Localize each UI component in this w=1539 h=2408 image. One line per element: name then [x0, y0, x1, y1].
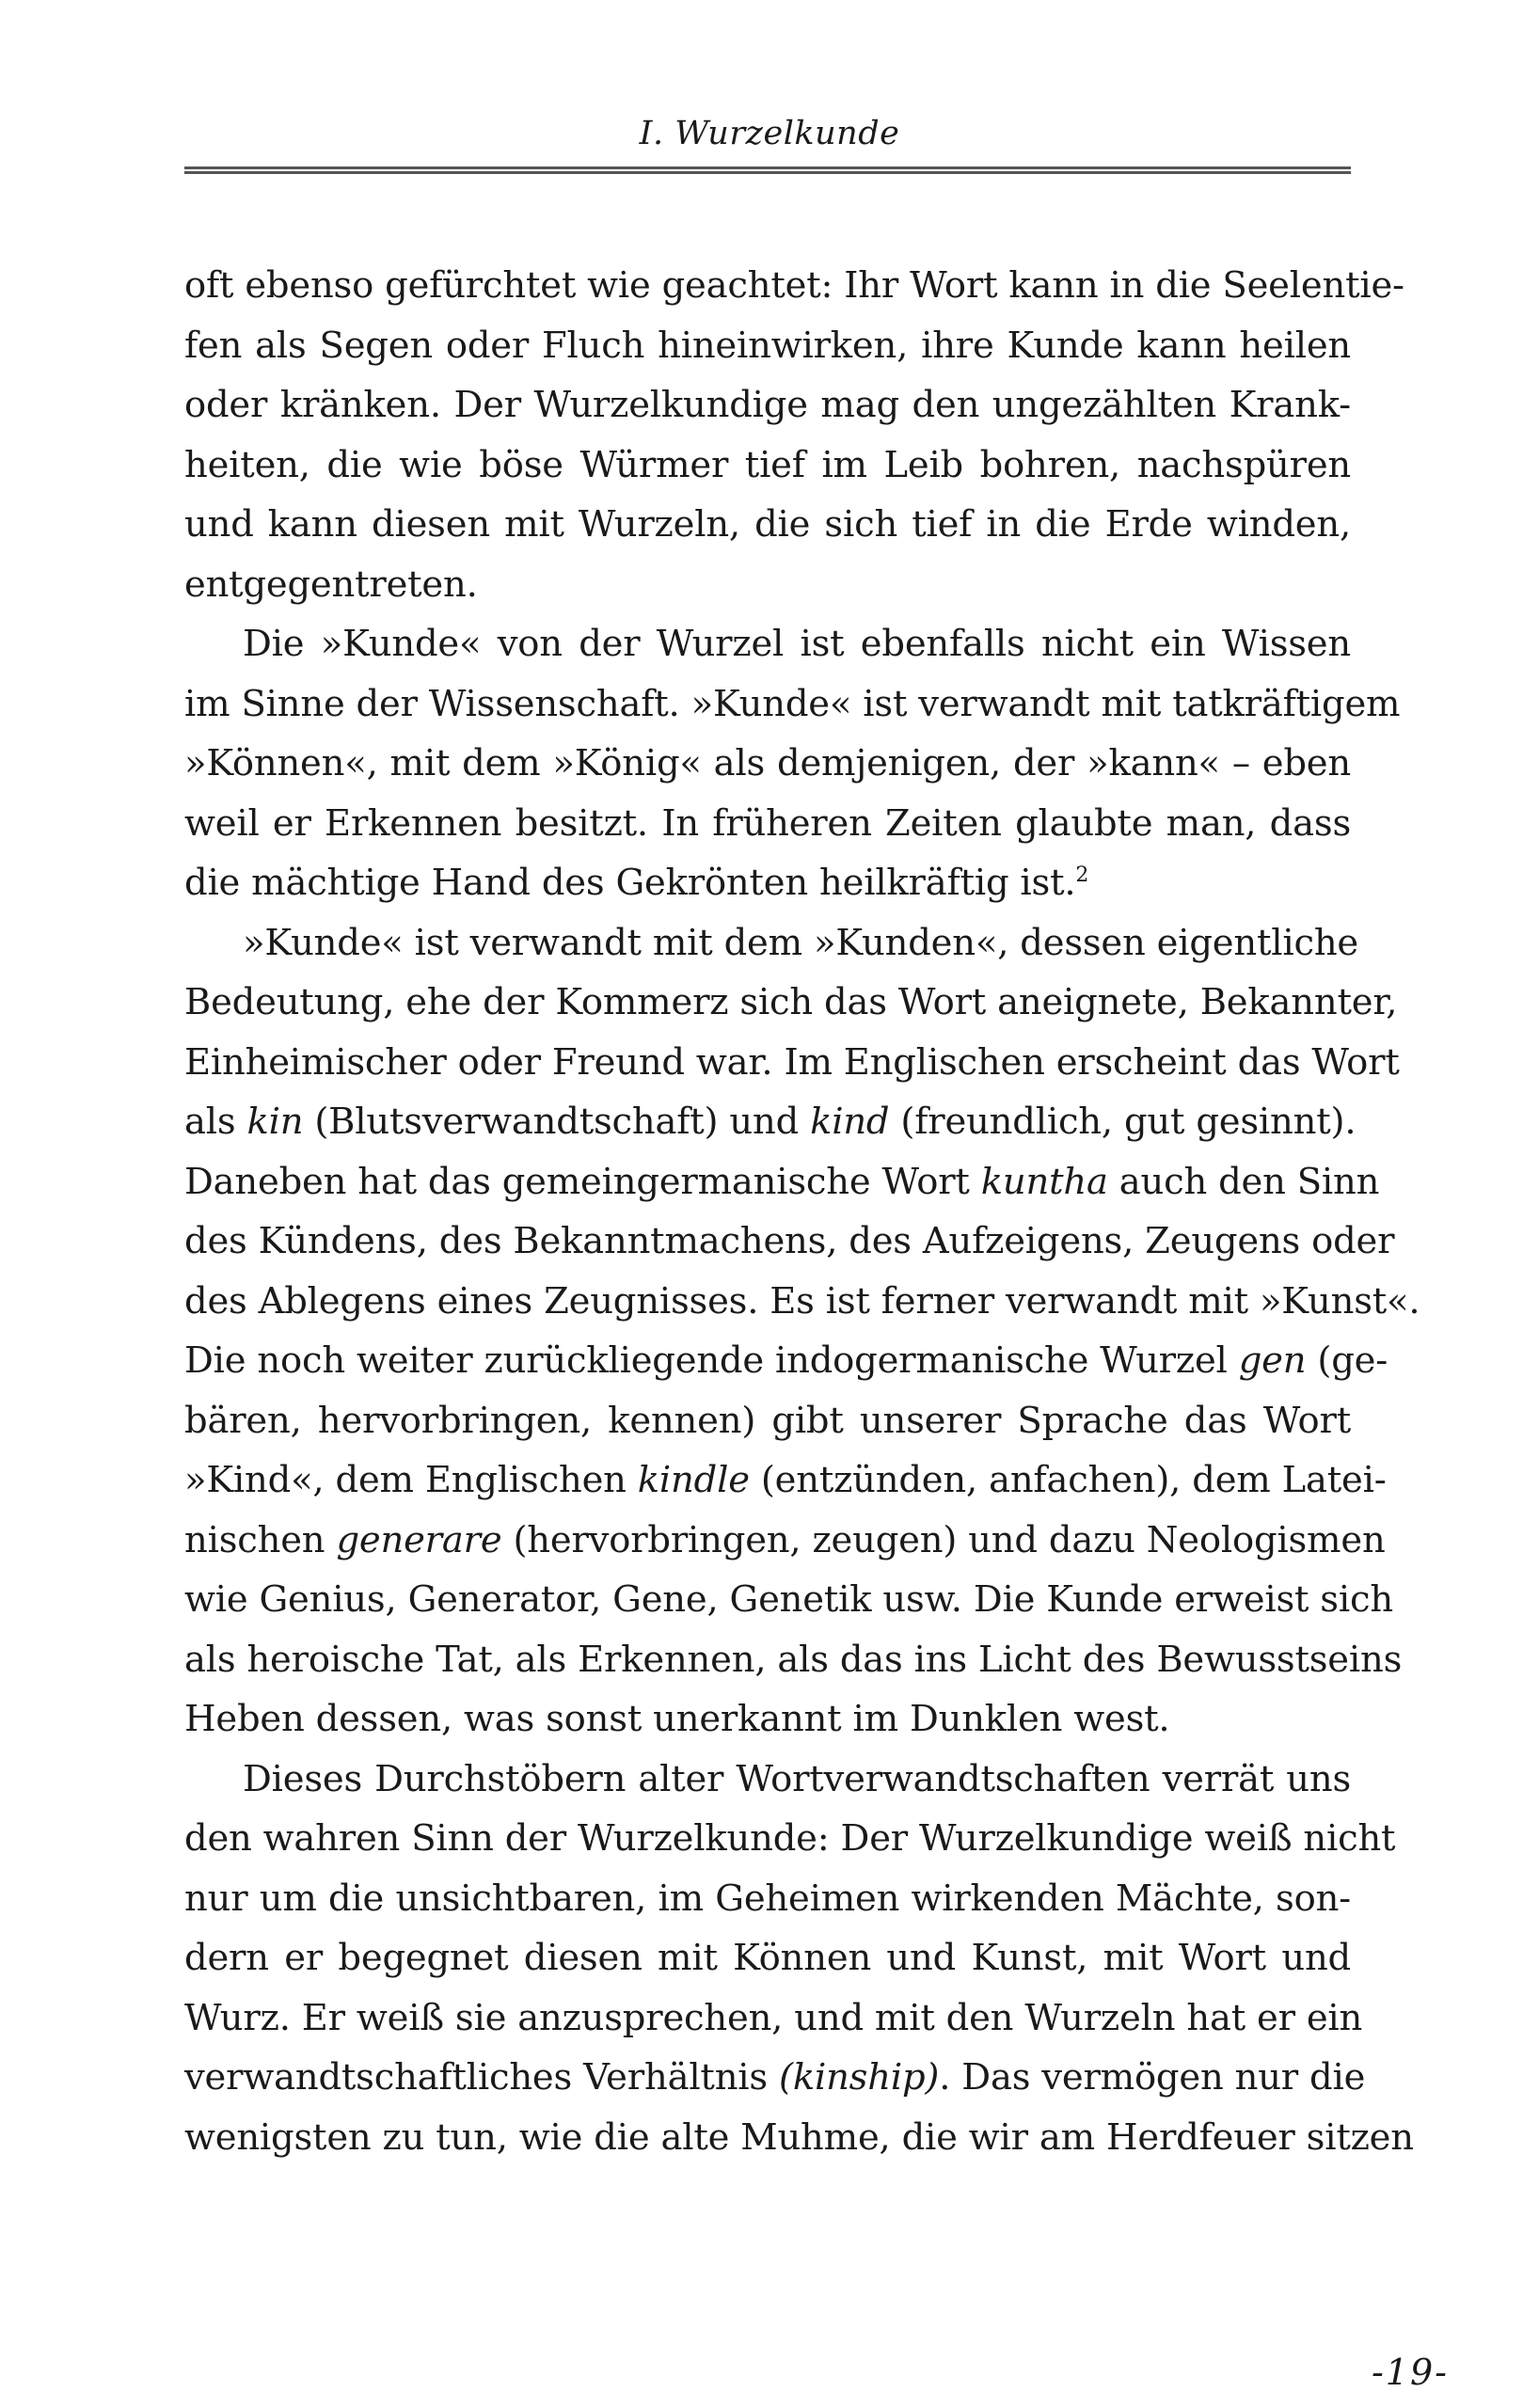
- text-segment: (freundlich, gut gesinnt).: [889, 1101, 1357, 1143]
- text-line: fen als Segen oder Fluch hineinwirken, ihre Kunde kann heilen: [184, 324, 1351, 367]
- text-segment: verwandtschaftliches Verhältnis: [184, 2056, 780, 2099]
- text-line: Bedeutung, ehe der Kommerz sich das Wort aneignete, Bekannter,: [184, 981, 1398, 1023]
- text-line: wie Genius, Generator, Gene, Genetik usw. Die Kunde erweist sich: [184, 1578, 1393, 1621]
- text-line: Einheimischer oder Freund war. Im Englischen erscheint das Wort: [184, 1040, 1400, 1084]
- italic-term: (kinship): [779, 2056, 940, 2099]
- italic-term: kind: [810, 1101, 890, 1143]
- italic-term: generare: [336, 1518, 502, 1561]
- text-line: »Kunde« ist verwandt mit dem »Kunden«, dessen eigentliche: [243, 921, 1359, 964]
- text-segment: nischen: [184, 1518, 337, 1561]
- text-line: [184, 1450, 1387, 1511]
- text-segment: »Kind«, dem Englischen: [184, 1459, 638, 1501]
- text-segment: (ge-: [1306, 1339, 1388, 1382]
- italic-term: kin: [246, 1101, 304, 1143]
- italic-term: gen: [1238, 1339, 1307, 1382]
- text-segment: Die noch weiter zurückliegende indogermanische Wurzel: [184, 1339, 1239, 1382]
- text-segment: die mächtige Hand des Gekrönten heilkräftig ist.: [184, 862, 1076, 904]
- text-segment: auch den Sinn: [1107, 1160, 1380, 1203]
- text-line: [184, 853, 1351, 913]
- text-line: [184, 1092, 1357, 1152]
- body-text: [184, 256, 1420, 2167]
- text-line: entgegentreten.: [184, 562, 478, 606]
- text-line: Wurz. Er weiß sie anzusprechen, und mit den Wurzeln hat er ein: [184, 1996, 1363, 2039]
- text-line: [184, 1331, 1388, 1391]
- text-line: [184, 1511, 1386, 1571]
- text-line: bären, hervorbringen, kennen) gibt unserer Sprache das Wort: [184, 1399, 1351, 1442]
- text-line: oft ebenso gefürchtet wie geachtet: Ihr Wort kann in die Seelentie-: [184, 264, 1404, 307]
- text-segment: (entzünden, anfachen), dem Latei-: [749, 1459, 1387, 1501]
- text-segment: (Blutsverwandtschaft) und: [303, 1101, 811, 1143]
- text-line: als heroische Tat, als Erkennen, als das ins Licht des Bewusstseins: [184, 1638, 1403, 1681]
- text-line: Dieses Durchstöbern alter Wortverwandtschaften verrät uns: [243, 1757, 1351, 1800]
- text-line: wenigsten zu tun, wie die alte Muhme, die wir am Herdfeuer sitzen: [184, 2115, 1414, 2159]
- text-line: [184, 2048, 1366, 2108]
- text-segment: Daneben hat das gemeingermanische Wort: [184, 1160, 981, 1203]
- text-line: Heben dessen, was sonst unerkannt im Dunklen west.: [184, 1698, 1170, 1740]
- text-line: weil er Erkennen besitzt. In früheren Zeiten glaubte man, dass: [184, 801, 1351, 845]
- text-segment: als: [184, 1101, 247, 1143]
- page-number: -19-: [1371, 2352, 1449, 2393]
- text-line: des Ablegens eines Zeugnisses. Es ist ferner verwandt mit »Kunst«.: [184, 1279, 1420, 1323]
- running-head-title: I. Wurzelkunde: [639, 115, 900, 152]
- text-line: oder kränken. Der Wurzelkundige mag den ungezählten Krank-: [184, 384, 1351, 426]
- text-line: Die »Kunde« von der Wurzel ist ebenfalls nicht ein Wissen: [243, 623, 1351, 665]
- text-segment: (hervorbringen, zeugen) und dazu Neologismen: [501, 1518, 1386, 1561]
- italic-term: kuntha: [980, 1160, 1108, 1203]
- footnote-marker: 2: [1075, 863, 1089, 888]
- text-line: im Sinne der Wissenschaft. »Kunde« ist verwandt mit tatkräftigem: [184, 682, 1401, 725]
- text-line: des Kündens, des Bekanntmachens, des Aufzeigens, Zeugens oder: [184, 1220, 1395, 1262]
- text-line: heiten, die wie böse Würmer tief im Leib bohren, nachspüren: [184, 443, 1351, 486]
- text-line: dern er begegnet diesen mit Können und Kunst, mit Wort und: [184, 1937, 1351, 1979]
- header-double-rule: [184, 166, 1351, 174]
- text-line: den wahren Sinn der Wurzelkunde: Der Wurzelkundige weiß nicht: [184, 1817, 1396, 1860]
- text-line: und kann diesen mit Wurzeln, die sich tief in die Erde winden,: [184, 503, 1351, 546]
- text-line: »Können«, mit dem »König« als demjenigen, der »kann« – eben: [184, 742, 1351, 784]
- italic-term: kindle: [637, 1459, 750, 1501]
- text-segment: . Das vermögen nur die: [939, 2056, 1366, 2099]
- text-line: [184, 1152, 1380, 1212]
- text-line: nur um die unsichtbaren, im Geheimen wirkenden Mächte, son-: [184, 1877, 1351, 1920]
